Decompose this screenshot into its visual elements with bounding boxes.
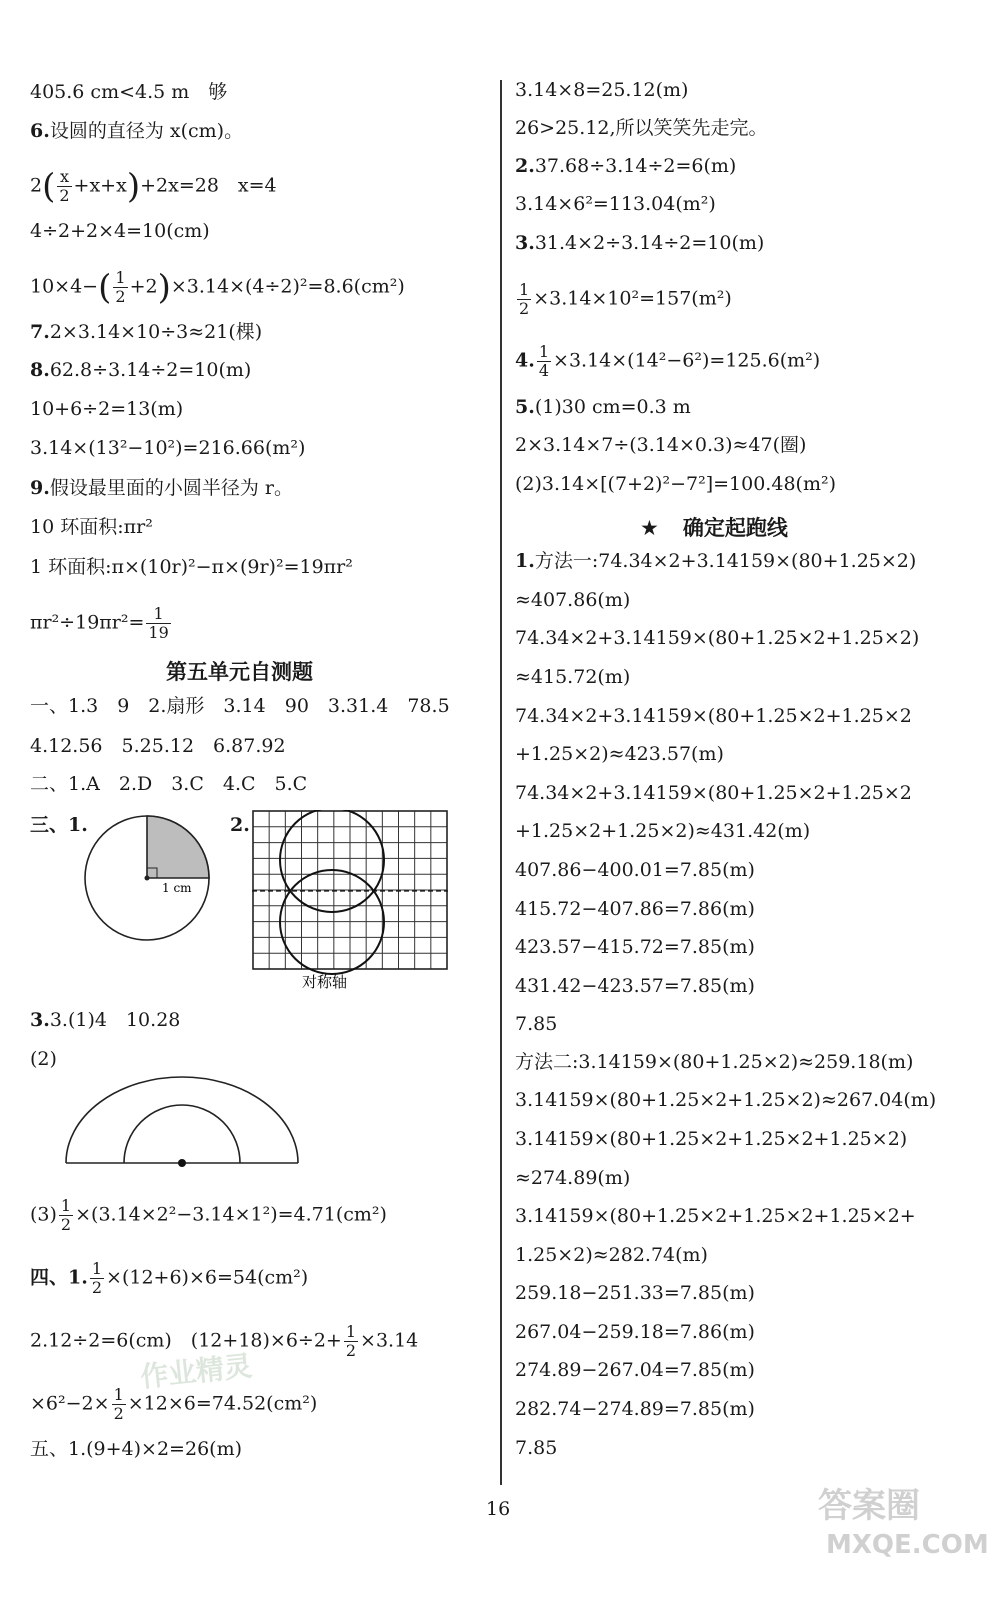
answer-line: 26>25.12,所以笑笑先走完。 <box>515 117 768 139</box>
eq-part: +2x=28 x=4 <box>140 174 277 197</box>
answer-line: 1.25×2)≈282.74(m) <box>515 1244 708 1266</box>
section-heading: 第五单元自测题 <box>166 660 313 684</box>
answer-line: 10+6÷2=13(m) <box>30 398 184 420</box>
fraction: $\frac{1}{4}$ <box>538 342 550 380</box>
grid-figure <box>252 810 452 990</box>
question-9: 9.假设最里面的小圆半径为 r。 <box>30 477 293 499</box>
question-8: 8.62.8÷3.14÷2=10(m) <box>30 359 252 381</box>
section-heading: ★ 确定起跑线 <box>640 516 788 540</box>
question-text: 设圆的直径为 x(cm)。 <box>49 120 244 142</box>
equation-line: 2( $\frac{x}{2}$ +x+x)+2x=28 x=4 <box>30 166 277 207</box>
equation-line: $\frac{1}{2}$ ×3.14×10²=157(m²) <box>519 280 732 318</box>
watermark-url: MXQE.COM <box>826 1530 989 1560</box>
equation-line: (3) $\frac{1}{2}$ ×(3.14×2²−3.14×1²)=4.71(cm²) <box>30 1196 387 1234</box>
answer-line: 415.72−407.86=7.86(m) <box>515 898 755 920</box>
eq-part: 2 <box>30 174 43 197</box>
fraction: $\frac{1}{2}$ <box>91 1259 103 1297</box>
answer-line: 431.42−423.57=7.85(m) <box>515 975 755 997</box>
answer-line: 259.18−251.33=7.85(m) <box>515 1282 755 1304</box>
answer-line: 274.89−267.04=7.85(m) <box>515 1359 755 1381</box>
fraction: $\frac{x}{2}$ <box>59 167 70 205</box>
answer-line: (2) <box>30 1048 57 1070</box>
watermark-text: 作业精灵 <box>138 1349 254 1394</box>
answer-line: 2.37.68÷3.14÷2=6(m) <box>515 155 737 177</box>
fraction: $\frac{1}{19}$ <box>148 604 169 642</box>
question-label: 三、1. <box>30 814 88 836</box>
page-number: 16 <box>486 1498 511 1520</box>
question-6 <box>30 119 243 143</box>
equation-line: 4. $\frac{1}{4}$ ×3.14×(14²−6²)=125.6(m²) <box>515 342 821 380</box>
answer-line: 3.31.4×2÷3.14÷2=10(m) <box>515 232 765 254</box>
fraction: $\frac{1}{2}$ <box>519 280 530 318</box>
question-label: 2. <box>230 814 250 836</box>
answer-line: 4÷2+2×4=10(cm) <box>30 220 210 242</box>
fraction: $\frac{1}{2}$ <box>345 1322 357 1360</box>
axis-label: 对称轴 <box>302 973 348 990</box>
answer-line: 267.04−259.18=7.86(m) <box>515 1321 755 1343</box>
fraction: $\frac{1}{2}$ <box>60 1196 72 1234</box>
answer-line: 一、1.3 9 2.扇形 3.14 90 3.31.4 78.5 <box>30 695 450 717</box>
answer-line: 4.12.56 5.25.12 6.87.92 <box>30 735 286 757</box>
answer-line: 2×3.14×7÷(3.14×0.3)≈47(圈) <box>515 434 807 456</box>
equation-line: πr²÷19πr²= $\frac{1}{19}$ <box>30 604 169 642</box>
answer-line: 7.85 <box>515 1437 558 1459</box>
answer-line: 3.14×6²=113.04(m²) <box>515 193 716 215</box>
answer-line: 74.34×2+3.14159×(80+1.25×2+1.25×2 <box>515 705 912 727</box>
answer-line: 方法二:3.14159×(80+1.25×2)≈259.18(m) <box>515 1051 914 1073</box>
answer-line: 3.3.(1)4 10.28 <box>30 1009 181 1031</box>
answer-line: 二、1.A 2.D 3.C 4.C 5.C <box>30 773 308 795</box>
answer-line: 407.86−400.01=7.85(m) <box>515 859 755 881</box>
answer-line: 282.74−274.89=7.85(m) <box>515 1398 755 1420</box>
question-number: 6. <box>30 120 50 142</box>
answer-line: 3.14159×(80+1.25×2+1.25×2+1.25×2+ <box>515 1205 916 1227</box>
answer-line: ≈415.72(m) <box>515 666 631 688</box>
answer-line: 1 环面积:π×(10r)²−π×(9r)²=19πr² <box>30 556 353 578</box>
radius-label: 1 cm <box>162 881 192 895</box>
answer-line: +1.25×2+1.25×2)≈431.42(m) <box>515 820 811 842</box>
answer-line: 1.方法一:74.34×2+3.14159×(80+1.25×2) <box>515 550 917 572</box>
fraction: $\frac{1}{2}$ <box>115 268 126 306</box>
answer-line: ≈407.86(m) <box>515 589 631 611</box>
watermark-logo: 答案圈 <box>818 1486 920 1526</box>
answer-line: ≈274.89(m) <box>515 1167 631 1189</box>
answer-line: 3.14×(13²−10²)=216.66(m²) <box>30 437 306 459</box>
star-icon: ★ <box>640 516 659 540</box>
semicircle-figure <box>64 1075 304 1175</box>
column-divider <box>500 80 502 1485</box>
equation-line: ×6²−2× $\frac{1}{2}$ ×12×6=74.52(cm²) <box>30 1385 318 1423</box>
answer-line: 5.(1)30 cm=0.3 m <box>515 396 691 418</box>
equation-line: 四、1. $\frac{1}{2}$ ×(12+6)×6=54(cm²) <box>30 1259 309 1297</box>
answer-line: +1.25×2)≈423.57(m) <box>515 743 724 765</box>
answer-line: 3.14159×(80+1.25×2+1.25×2+1.25×2) <box>515 1128 908 1150</box>
answer-line: (2)3.14×[(7+2)²−7²]=100.48(m²) <box>515 473 836 495</box>
answer-line: 7.85 <box>515 1013 558 1035</box>
answer-line: 74.34×2+3.14159×(80+1.25×2+1.25×2) <box>515 627 920 649</box>
circle-figure <box>82 810 212 945</box>
fraction: $\frac{1}{2}$ <box>113 1385 124 1423</box>
answer-line: 3.14×8=25.12(m) <box>515 79 689 101</box>
answer-line: 423.57−415.72=7.85(m) <box>515 936 755 958</box>
answer-line: 3.14159×(80+1.25×2+1.25×2)≈267.04(m) <box>515 1089 937 1111</box>
question-7: 7.2×3.14×10÷3≈21(棵) <box>30 321 263 343</box>
answer-line: 405.6 cm<4.5 m 够 <box>30 81 228 103</box>
equation-line: 2.12÷2=6(cm) (12+18)×6÷2+ $\frac{1}{2}$ ×3.14 <box>30 1322 419 1360</box>
eq-part: +x+x <box>73 174 127 197</box>
answer-line: 10 环面积:πr² <box>30 516 153 538</box>
equation-line: 10×4−( $\frac{1}{2}$ +2)×3.14×(4÷2)²=8.6(cm²) <box>30 267 405 308</box>
answer-line: 五、1.(9+4)×2=26(m) <box>30 1438 242 1460</box>
answer-line: 74.34×2+3.14159×(80+1.25×2+1.25×2 <box>515 782 912 804</box>
